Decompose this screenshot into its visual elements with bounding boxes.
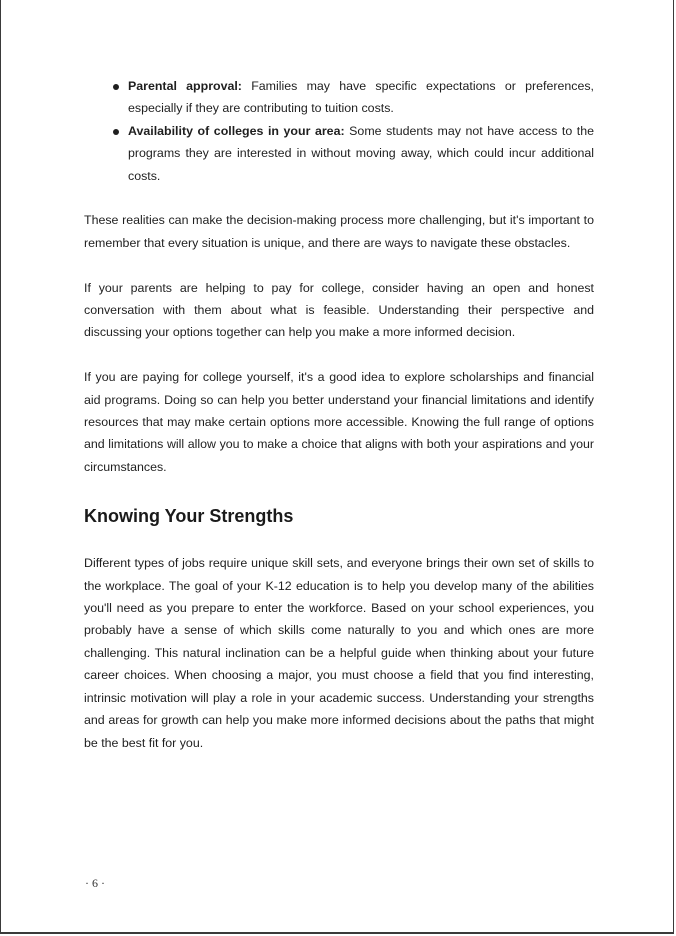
section-body: Different types of jobs require unique skill sets, and everyone brings their own set of skills to the workplace. The goal of your K-12 education is to help you develop many of the abilities you'll need as you prepare to enter the workforce. Based on your school experiences, you probably have a sense of which skills come naturally to you and which ones are more challenging. This natural inclination can be a helpful guide when thinking about your future career choices. When choosing a major, you must choose a field that you find interesting, intrinsic motivation will play a role in your academic success. Understanding your strengths and areas for growth can help you make more informed decisions about the paths that might be the best fit for you. [84,556,594,750]
bullet-label: Availability of colleges in your area: [128,123,345,138]
page-number: · 6 · [85,876,105,890]
bullet-text: Families may have specific expectations or preferences, especially if they are contributing to tuition costs. [128,79,594,116]
list-item [84,75,594,120]
paragraph: If you are paying for college yourself, it's a good idea to explore scholarships and financial aid programs. Doing so can help you better understand your financial limitations and identify resources that may make certain options more accessible. Knowing the full range of options and limitations will allow you to make a choice that aligns with both your aspirations and your circumstances. [84,370,594,474]
page-content [84,75,594,754]
list-item [84,120,594,187]
bullet-dot-icon [113,84,119,90]
paragraph: These realities can make the decision-making process more challenging, but it's important to remember that every situation is unique, and there are ways to navigate these obstacles. [84,213,594,250]
bullet-text: Some students may not have access to the programs they are interested in without moving away, which could incur additional costs. [128,123,595,183]
bullet-dot-icon [113,129,119,135]
bullet-list [84,75,594,187]
paragraph: If your parents are helping to pay for college, consider having an open and honest conversation with them about what is feasible. Understanding their perspective and discussing your options together can help you make a more informed decision. [84,280,594,340]
bullet-label: Parental approval: [128,79,242,93]
section-heading: Knowing Your Strengths [84,506,294,527]
